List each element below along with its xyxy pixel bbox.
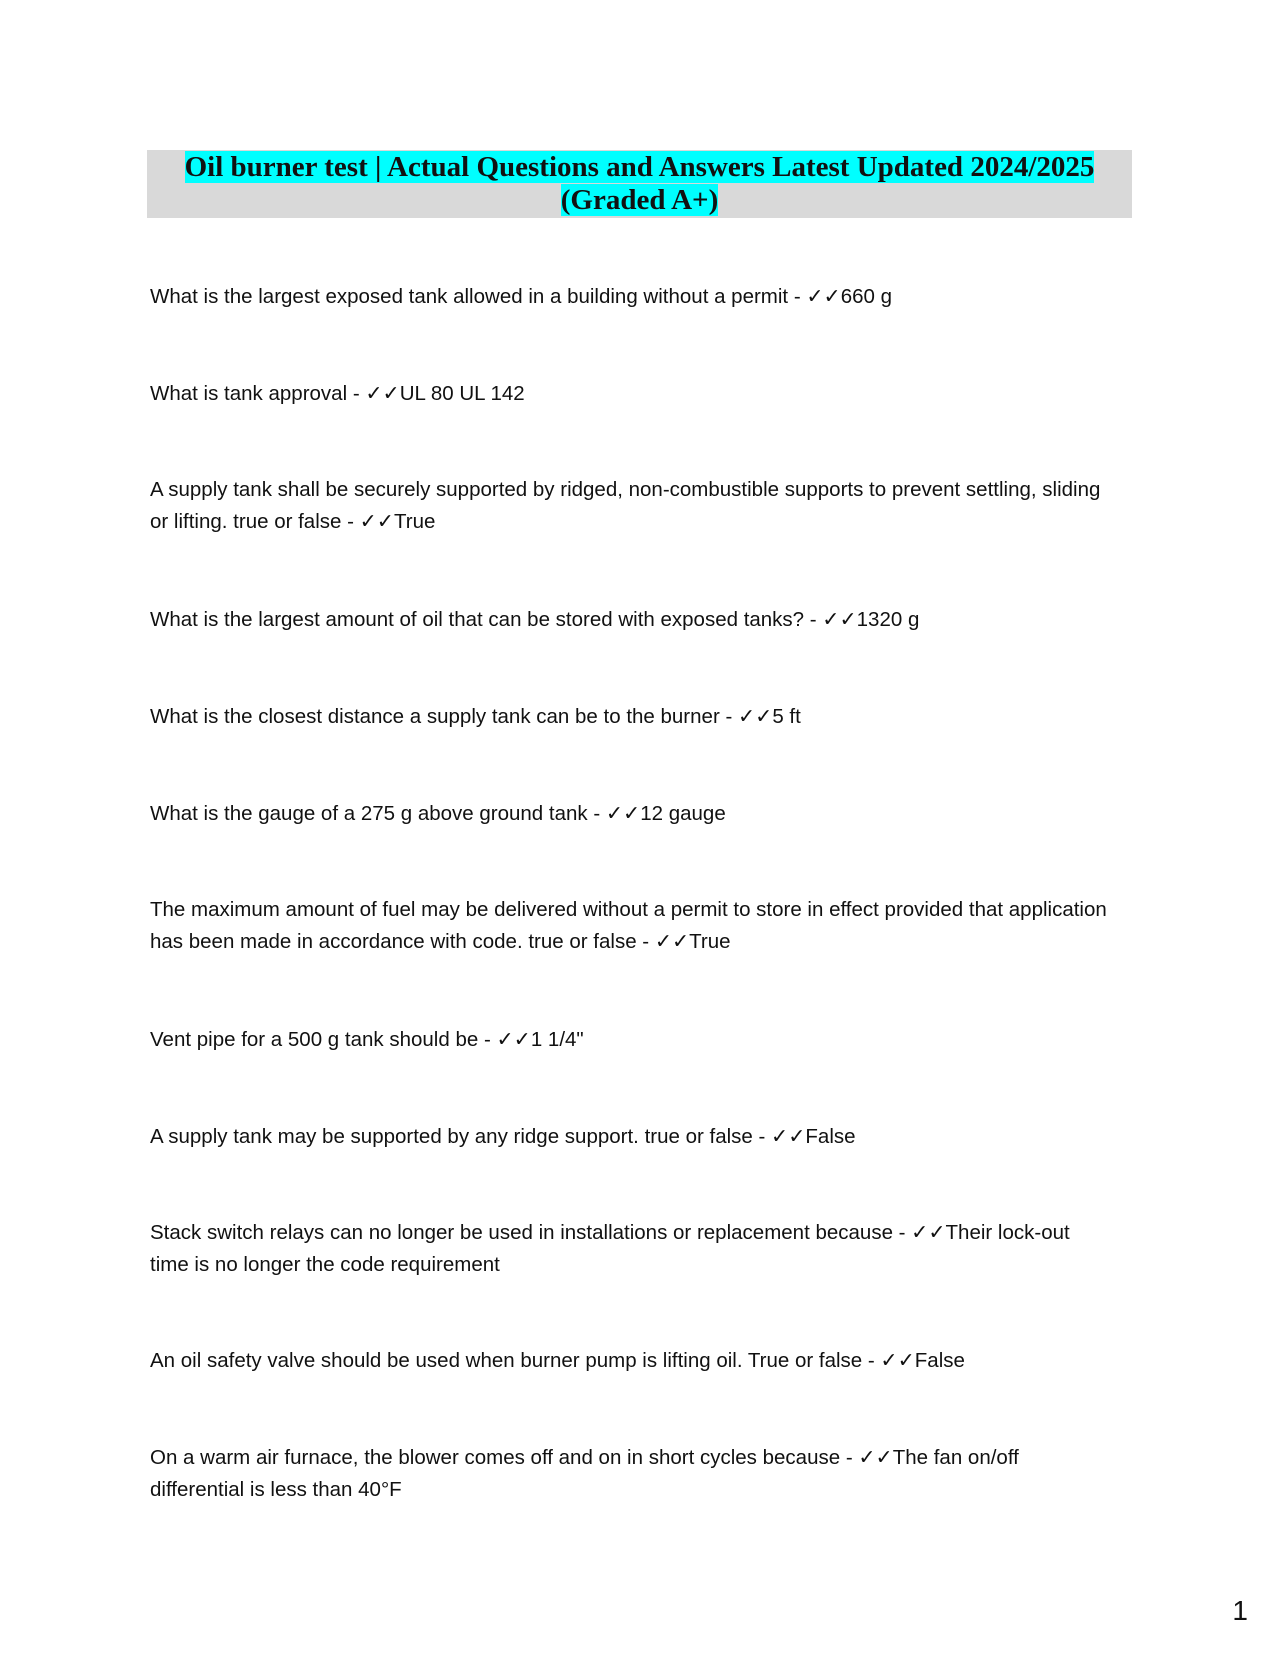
document-title xyxy=(147,150,1132,218)
title-line-2: (Graded A+) xyxy=(560,184,719,216)
qa-item-1: What is the largest exposed tank allowed in a building without a permit - ✓✓660 g xyxy=(150,285,893,308)
qa-item-7: The maximum amount of fuel may be delivered without a permit to store in effect provided that application has been made in accordance with code. true or false - ✓✓True xyxy=(150,898,1107,953)
page-number: 1 xyxy=(1232,1595,1248,1626)
qa-item-10: Stack switch relays can no longer be used in installations or replacement because - ✓✓Their lock-out time is no longer the code requirement xyxy=(150,1221,1070,1276)
qa-item-11: An oil safety valve should be used when burner pump is lifting oil. True or false - ✓✓False xyxy=(150,1349,965,1372)
qa-item-6: What is the gauge of a 275 g above ground tank - ✓✓12 gauge xyxy=(150,802,726,825)
qa-item-9: A supply tank may be supported by any ridge support. true or false - ✓✓False xyxy=(150,1125,856,1148)
qa-item-4: What is the largest amount of oil that can be stored with exposed tanks? - ✓✓1320 g xyxy=(150,608,920,631)
qa-item-2: What is tank approval - ✓✓UL 80 UL 142 xyxy=(150,382,525,405)
title-line-1: Oil burner test | Actual Questions and Answers Latest Updated 2024/2025 xyxy=(184,151,1095,183)
qa-item-3: A supply tank shall be securely supported by ridged, non-combustible supports to prevent settling, sliding or lifting. true or false - ✓✓True xyxy=(150,478,1101,533)
qa-item-8: Vent pipe for a 500 g tank should be - ✓✓1 1/4" xyxy=(150,1028,584,1051)
qa-item-12: On a warm air furnace, the blower comes off and on in short cycles because - ✓✓The fan on/off differential is less than 40°F xyxy=(150,1446,1019,1501)
qa-item-5: What is the closest distance a supply tank can be to the burner - ✓✓5 ft xyxy=(150,705,801,728)
